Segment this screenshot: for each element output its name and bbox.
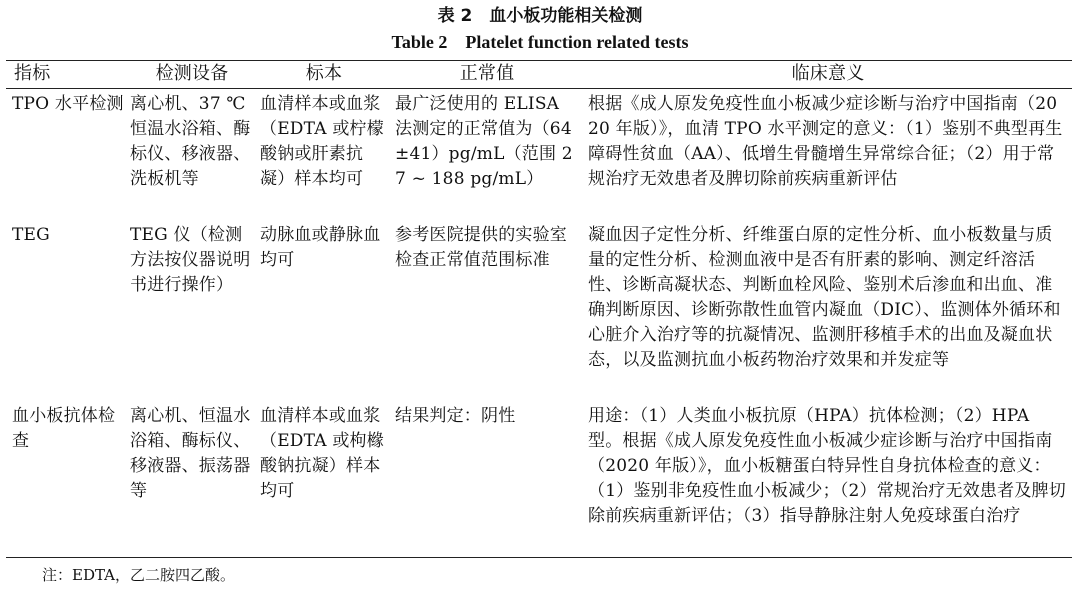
header-clinical-significance: 临床意义 (791, 63, 865, 84)
header-equipment: 检测设备 (155, 63, 229, 84)
table-caption-english: Table 2 Platelet function related tests (391, 32, 689, 52)
table-top-rule (6, 60, 1072, 61)
row-antibody-indicator: 血小板抗体检查 (12, 406, 116, 451)
table-header-rule (6, 88, 1072, 89)
row-teg-significance: 凝血因子定性分析、纤维蛋白原的定性分析、血小板数量与质量的定性分析、检测血液中是否有肝素的影响、测定纤溶活性、诊断高凝状态、判断血栓风险、鉴别术后渗血和出血、准确判断原因、诊断弥散性血管内凝血（DIC）、监测体外循环和心脏介入治疗等的抗凝情况、监测肝移植手术的出血及凝血状态，以及监测抗血小板药物治疗效果和并发症等 (588, 225, 1061, 370)
header-indicator: 指标 (14, 63, 51, 84)
row-teg-specimen: 动脉血或静脉血均可 (260, 225, 381, 270)
row-teg-normal: 参考医院提供的实验室检查正常值范围标准 (395, 225, 567, 270)
table-bottom-rule (6, 557, 1072, 558)
row-antibody-normal: 结果判定：阴性 (395, 406, 516, 426)
row-antibody-equipment: 离心机、恒温水浴箱、酶标仪、移液器、振荡器等 (130, 406, 251, 501)
row-tpo-equipment: 离心机、37 ℃恒温水浴箱、酶标仪、移液器、洗板机等 (130, 94, 251, 189)
table-caption-chinese: 表 2 血小板功能相关检测 (437, 6, 643, 26)
row-antibody-specimen: 血清样本或血浆（EDTA 或枸橼酸钠抗凝）样本均可 (260, 406, 384, 501)
row-tpo-normal: 最广泛使用的 ELISA 法测定的正常值为（64±41）pg/mL（范围 27 ~ 188 pg/mL） (395, 94, 573, 189)
row-tpo-specimen: 血清样本或血浆（EDTA 或柠檬酸钠或肝素抗凝）样本均可 (260, 94, 384, 189)
header-specimen: 标本 (305, 63, 343, 84)
header-normal-value: 正常值 (459, 63, 515, 84)
row-antibody-significance: 用途：（1）人类血小板抗原（HPA）抗体检测；（2）HPA 型。根据《成人原发免疫性血小板减少症诊断与治疗中国指南（2020 年版）》，血小板糖蛋白特异性自身抗体检查的意义：（1）鉴别非免疫性血小板减少；（2）常规治疗无效患者及脾切除前疾病重新评估；（3）指导静脉注射人免疫球蛋白治疗 (588, 406, 1066, 526)
table-footnote: 注：EDTA，乙二胺四乙酸。 (42, 566, 235, 584)
row-tpo-significance: 根据《成人原发免疫性血小板减少症诊断与治疗中国指南（2020 年版）》，血清 TPO 水平测定的意义：（1）鉴别不典型再生障碍性贫血（AA）、低增生骨髓增生异常综合征；（2）用于常规治疗无效患者及脾切除前疾病重新评估 (588, 94, 1063, 189)
row-teg-equipment: TEG 仪（检测方法按仪器说明书进行操作） (130, 225, 251, 295)
row-tpo-indicator: TPO 水平检测 (12, 94, 124, 114)
row-teg-indicator: TEG (12, 225, 50, 245)
